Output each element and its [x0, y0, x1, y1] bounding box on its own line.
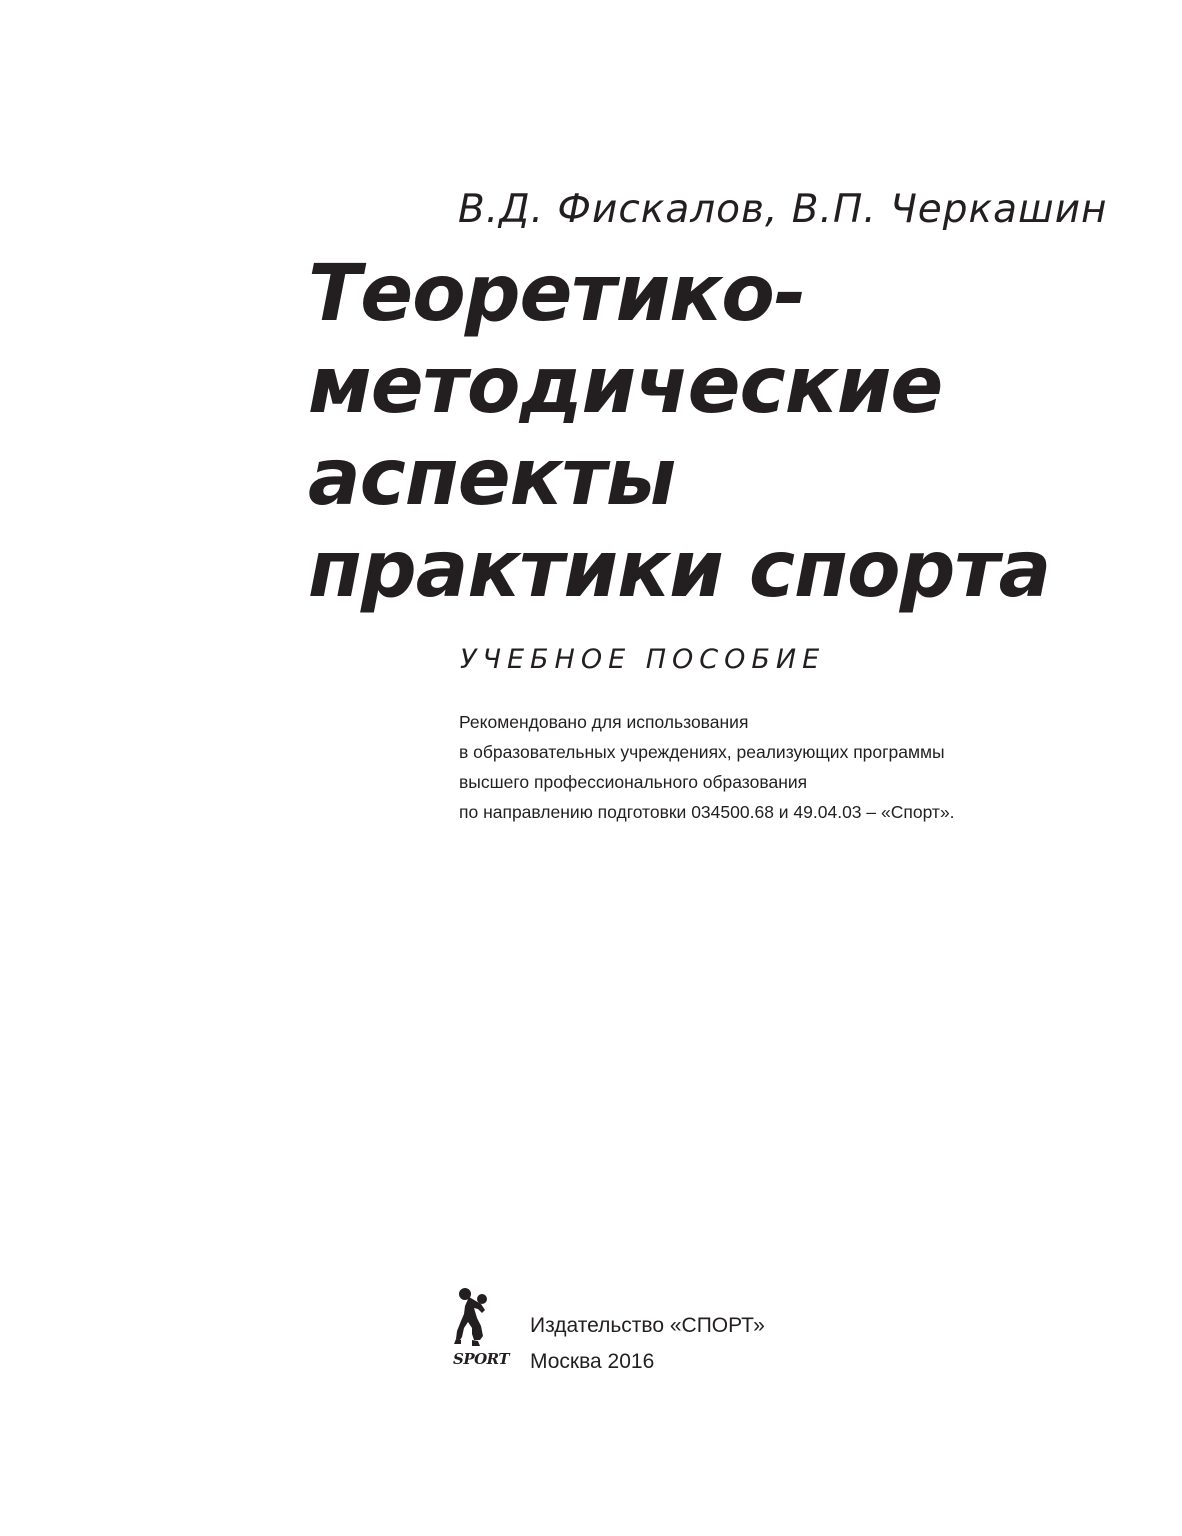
- recommendation-line: в образовательных учреждениях, реализующих программы: [459, 742, 945, 762]
- recommendation-line: высшего профессионального образования: [459, 772, 808, 792]
- title-line: методические: [308, 341, 943, 431]
- title-line: Теоретико-: [308, 249, 806, 339]
- recommendation-line: Рекомендовано для использования: [459, 712, 749, 732]
- publisher-block: [452, 1284, 872, 1384]
- publisher-city-year: Москва 2016: [530, 1350, 655, 1373]
- title-line: аспекты: [308, 433, 676, 523]
- authors: В.Д. Фискалов, В.П. Черкашин: [458, 187, 1108, 232]
- title-line: практики спорта: [308, 525, 1051, 615]
- publisher-info: [530, 1308, 765, 1380]
- publisher-name: Издательство «СПОРТ»: [530, 1314, 765, 1337]
- logo-text: SPORT: [453, 1350, 510, 1368]
- book-subtitle: УЧЕБНОЕ ПОСОБИЕ: [460, 644, 826, 675]
- book-title: [308, 248, 1128, 616]
- recommendation-line: по направлению подготовки 034500.68 и 49.04.03 – «Спорт».: [459, 802, 955, 822]
- discus-thrower-icon: [452, 1284, 514, 1380]
- recommendation: [459, 707, 1099, 827]
